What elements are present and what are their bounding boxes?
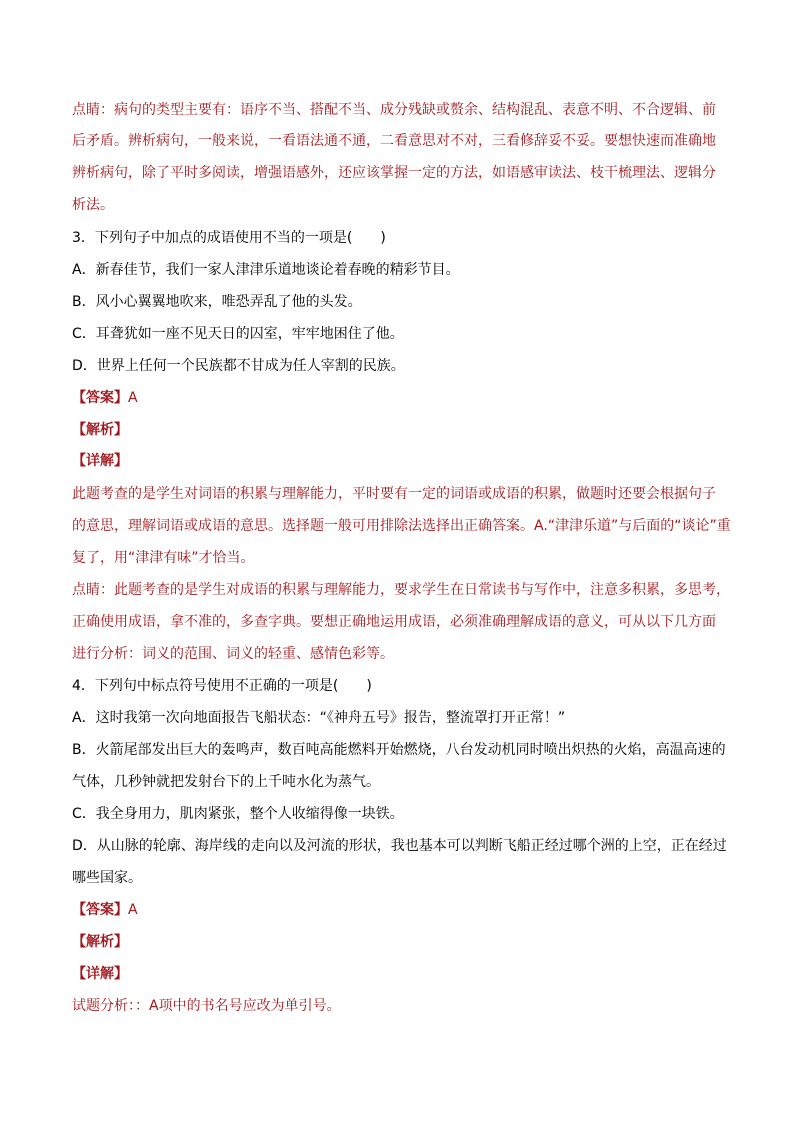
tip-line: 点睛：病句的类型主要有：语序不当、搭配不当、成分残缺或赘余、结构混乱、表意不明、不合逻辑、前: [72, 102, 716, 118]
answer-line: [72, 900, 138, 920]
tip-line: 正确使用成语，拿不准的，多查字典。要想正确地运用成语，必须准确理解成语的意义，可从以下几方面: [72, 614, 716, 630]
question-3-option-d: D．世界上任何一个民族都不甘成为任人宰割的民族。: [72, 358, 405, 374]
question-3-stem: 3．下列句子中加点的成语使用不当的一项是( ): [72, 230, 386, 246]
detail-label: 【详解】: [72, 966, 128, 982]
detail-label: 【详解】: [72, 453, 128, 469]
tip-line: 辨析病句，除了平时多阅读，增强语感外，还应该掌握一定的方法，如语感审读法、枝干梳理法、逻辑分: [72, 165, 716, 181]
answer-line: [72, 388, 138, 408]
analysis-label: 【解析】: [72, 934, 128, 950]
question-4-option-a: A．这时我第一次向地面报告飞船状态：“《神舟五号》报告，整流罩打开正常！”: [72, 710, 566, 726]
tip-line: 点睛：此题考查的是学生对成语的积累与理解能力，要求学生在日常读书与写作中，注意多积累，多思考，: [72, 582, 730, 598]
answer-label: 【答案】: [72, 390, 128, 406]
question-4-option-c: C．我全身用力，肌肉紧张，整个人收缩得像一块铁。: [72, 806, 404, 822]
question-4-stem: 4．下列句中标点符号使用不正确的一项是( ): [72, 678, 372, 694]
question-4-option-b-cont: 气体，几秒钟就把发射台下的上千吨水化为蒸气。: [72, 774, 380, 790]
answer-label: 【答案】: [72, 902, 128, 918]
answer-value: A: [128, 390, 138, 406]
analysis-label: 【解析】: [72, 422, 128, 438]
answer-value: A: [128, 902, 138, 918]
tip-line: 析法。: [72, 197, 114, 213]
tip-line: 后矛盾。辨析病句，一般来说，一看语法通不通，二看意思对不对，三看修辞妥不妥。要想快速而准确地: [72, 133, 716, 149]
detail-line: 的意思，理解词语或成语的意思。选择题一般可用排除法选择出正确答案。A.“津津乐道”与后面的“谈论”重: [72, 518, 731, 534]
detail-line: 试题分析：：A项中的书名号应改为单引号。: [72, 998, 341, 1014]
question-4-option-b: B．火箭尾部发出巨大的轰鸣声，数百吨高能燃料开始燃烧，八台发动机同时喷出炽热的火焰，高温高速的: [72, 742, 726, 758]
detail-line: 此题考查的是学生对词语的积累与理解能力，平时要有一定的词语或成语的积累，做题时还要会根据句子: [72, 486, 716, 502]
question-4-option-d-cont: 哪些国家。: [72, 870, 142, 886]
detail-line: 复了，用“津津有味”才恰当。: [72, 550, 255, 566]
question-3-option-c: C．耳聋犹如一座不见天日的囚室，牢牢地困住了他。: [72, 326, 404, 342]
question-3-option-a: A．新春佳节，我们一家人津津乐道地谈论着春晚的精彩节目。: [72, 262, 460, 278]
question-4-option-d: D．从山脉的轮廓、海岸线的走向以及河流的形状，我也基本可以判断飞船正经过哪个洲的上空，正在经过: [72, 838, 727, 854]
question-3-option-b: B．风小心翼翼地吹来，唯恐弄乱了他的头发。: [72, 294, 362, 310]
tip-line: 进行分析：词义的范围、词义的轻重、感情色彩等。: [72, 646, 394, 662]
